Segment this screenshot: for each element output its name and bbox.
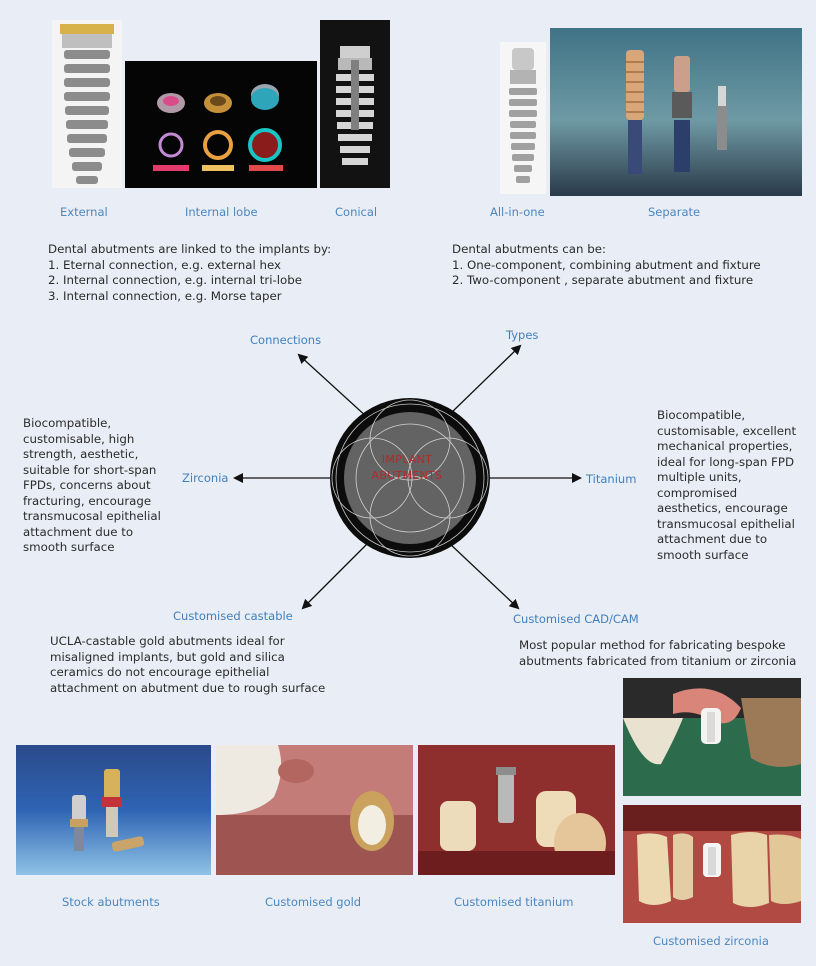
arrow-cadcam <box>449 543 518 608</box>
cadcam-line: Most popular method for fabricating bespoke <box>519 638 786 652</box>
castable-line: UCLA-castable gold abutments ideal for <box>50 634 285 648</box>
zirconia-line: smooth surface <box>23 540 115 554</box>
caption-customised-titanium: Customised titanium <box>454 895 574 909</box>
caption-stock-abutments: Stock abutments <box>62 895 160 909</box>
connections-item: 2. Internal connection, e.g. internal tri-lobe <box>48 273 302 287</box>
hub-label <box>367 452 447 484</box>
arrow-types <box>450 346 520 414</box>
cadcam-description <box>519 638 796 669</box>
castable-line: misaligned implants, but gold and silica <box>50 649 285 664</box>
caption-customised-gold: Customised gold <box>265 895 362 909</box>
zirconia-line: fracturing, encourage <box>23 493 152 508</box>
titanium-line: compromised <box>657 485 738 500</box>
cadcam-zirconia-photo-top <box>623 678 801 796</box>
titanium-description <box>657 408 796 563</box>
zirconia-line: strength, aesthetic, <box>23 447 139 461</box>
castable-line: attachment on abutment due to rough surface <box>50 680 326 695</box>
caption-all-in-one: All-in-one <box>490 205 545 219</box>
branch-connections: Connections <box>250 333 322 347</box>
caption-external: External <box>60 205 108 219</box>
castable-description <box>50 634 325 696</box>
titanium-line: smooth surface <box>657 547 749 562</box>
connections-item: 1. Eternal connection, e.g. external hex <box>48 257 282 272</box>
customised-zirconia-photo <box>623 805 801 923</box>
zirconia-line: FPDs, concerns about <box>23 478 151 492</box>
types-title: Dental abutments can be: <box>452 242 606 256</box>
zirconia-description <box>23 416 161 556</box>
arrow-connections <box>299 355 368 418</box>
branch-castable: Customised castable <box>173 609 293 623</box>
cadcam-line: abutments fabricated from titanium or zirconia <box>519 653 797 668</box>
caption-customised-zirconia: Customised zirconia <box>653 934 769 948</box>
customised-gold-photo <box>216 745 413 875</box>
types-item: 2. Two-component , separate abutment and fixture <box>452 273 754 287</box>
caption-conical: Conical <box>335 205 378 219</box>
types-item: 1. One-component, combining abutment and fixture <box>452 257 761 272</box>
arrow-castable <box>303 541 370 608</box>
titanium-line: mechanical properties, <box>657 439 793 453</box>
zirconia-line: Biocompatible, <box>23 416 112 430</box>
zirconia-line: suitable for short-span <box>23 462 157 477</box>
zirconia-line: attachment due to <box>23 524 134 539</box>
titanium-line: aesthetics, encourage <box>657 501 788 515</box>
branch-titanium: Titanium <box>586 472 637 486</box>
titanium-line: multiple units, <box>657 470 742 484</box>
caption-separate: Separate <box>648 205 701 219</box>
hub-label-line2: ABUTMENTS <box>371 469 443 482</box>
titanium-line: ideal for long-span FPD <box>657 454 795 469</box>
titanium-line: customisable, excellent <box>657 423 797 438</box>
hub-label-line1: IMPLANT <box>381 453 433 466</box>
connections-title: Dental abutments are linked to the implants by: <box>48 242 332 256</box>
titanium-line: attachment due to <box>657 532 768 546</box>
titanium-line: Biocompatible, <box>657 408 746 422</box>
stock-abutments-photo <box>16 745 211 875</box>
branch-zirconia: Zirconia <box>182 471 229 485</box>
caption-internal-lobe: Internal lobe <box>185 205 258 219</box>
branch-types: Types <box>506 328 539 342</box>
customised-titanium-photo <box>418 745 615 875</box>
zirconia-line: transmucosal epithelial <box>23 509 161 523</box>
branch-cadcam: Customised CAD/CAM <box>513 612 639 626</box>
connections-item: 3. Internal connection, e.g. Morse taper <box>48 288 282 303</box>
castable-line: ceramics do not encourage epithelial <box>50 665 270 679</box>
zirconia-line: customisable, high <box>23 431 135 446</box>
titanium-line: transmucosal epithelial <box>657 516 795 531</box>
